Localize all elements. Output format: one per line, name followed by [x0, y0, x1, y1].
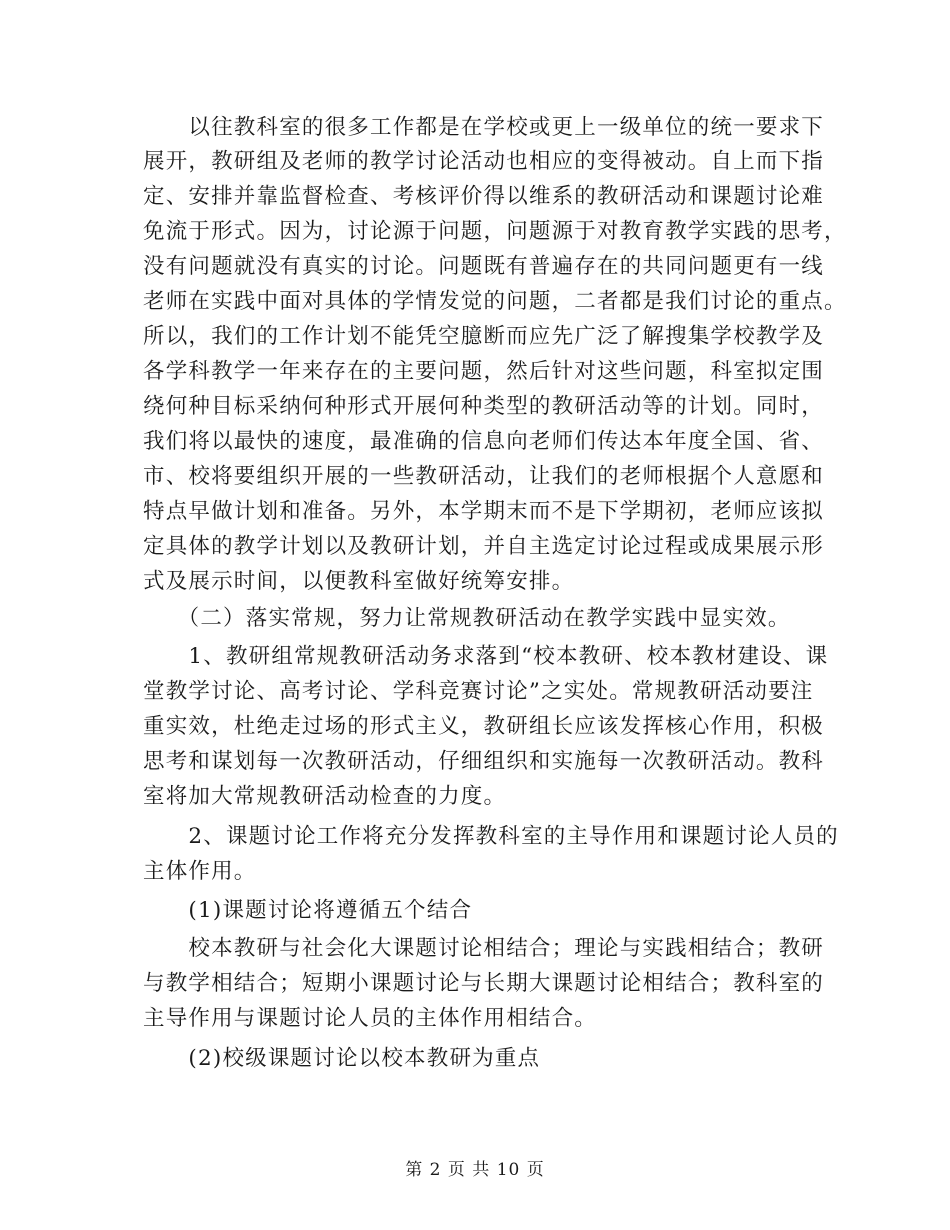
body-text-line: 各学科教学一年来存在的主要问题，然后针对这些问题，科室拟定围: [143, 359, 825, 384]
body-text-line: 免流于形式。因为，讨论源于问题，问题源于对教育教学实践的思考，: [143, 219, 847, 244]
body-text-line: 室将加大常规教研活动检查的力度。: [143, 784, 507, 809]
body-text-line: 主导作用与课题讨论人员的主体作用相结合。: [143, 1006, 598, 1031]
body-text-line: 主体作用。: [143, 859, 257, 884]
body-text-line: 市、校将要组织开展的一些教研活动，让我们的老师根据个人意愿和: [143, 464, 825, 489]
body-text-line: 绕何种目标采纳何种形式开展何种类型的教研活动等的计划。同时，: [143, 394, 825, 419]
body-text-line: 思考和谋划每一次教研活动，仔细组织和实施每一次教研活动。教科: [143, 749, 825, 774]
body-text-line: 我们将以最快的速度，最准确的信息向老师们传达本年度全国、省、: [143, 429, 825, 454]
body-text-line: 所以，我们的工作计划不能凭空臆断而应先广泛了解搜集学校教学及: [143, 324, 825, 349]
body-text-line: 以往教科室的很多工作都是在学校或更上一级单位的统一要求下: [143, 115, 825, 140]
body-text-line: 式及展示时间，以便教科室做好统筹安排。: [143, 569, 575, 594]
body-text-line: 展开，教研组及老师的教学讨论活动也相应的变得被动。自上而下指: [143, 149, 825, 174]
body-text-line: 2、课题讨论工作将充分发挥教科室的主导作用和课题讨论人员的: [143, 824, 839, 849]
body-text-line: 定具体的教学计划以及教研计划，并自主选定讨论过程或成果展示形: [143, 534, 825, 559]
body-text-line: 堂教学讨论、高考讨论、学科竞赛讨论”之实处。常规教研活动要注: [143, 679, 814, 704]
subsection-heading: (2)校级课题讨论以校本教研为重点: [143, 1046, 541, 1071]
body-text-line: 1、教研组常规教研活动务求落到“校本教研、校本教材建设、课: [143, 644, 829, 669]
body-text-line: 与教学相结合；短期小课题讨论与长期大课题讨论相结合；教科室的: [143, 971, 825, 996]
body-text-line: 重实效，杜绝走过场的形式主义，教研组长应该发挥核心作用，积极: [143, 714, 825, 739]
body-text-line: 校本教研与社会化大课题讨论相结合；理论与实践相结合；教研: [143, 936, 825, 961]
subsection-heading: (1)课题讨论将遵循五个结合: [143, 898, 473, 923]
page-footer: 第 2 页 共 10 页: [405, 1160, 545, 1180]
section-heading: （二）落实常规，努力让常规教研活动在教学实践中显实效。: [143, 606, 791, 631]
body-text-line: 定、安排并靠监督检查、考核评价得以维系的教研活动和课题讨论难: [143, 184, 825, 209]
body-text-line: 没有问题就没有真实的讨论。问题既有普遍存在的共同问题更有一线: [143, 254, 825, 279]
body-text-line: 老师在实践中面对具体的学情发觉的问题，二者都是我们讨论的重点。: [143, 289, 847, 314]
body-text-line: 特点早做计划和准备。另外，本学期末而不是下学期初，老师应该拟: [143, 499, 825, 524]
